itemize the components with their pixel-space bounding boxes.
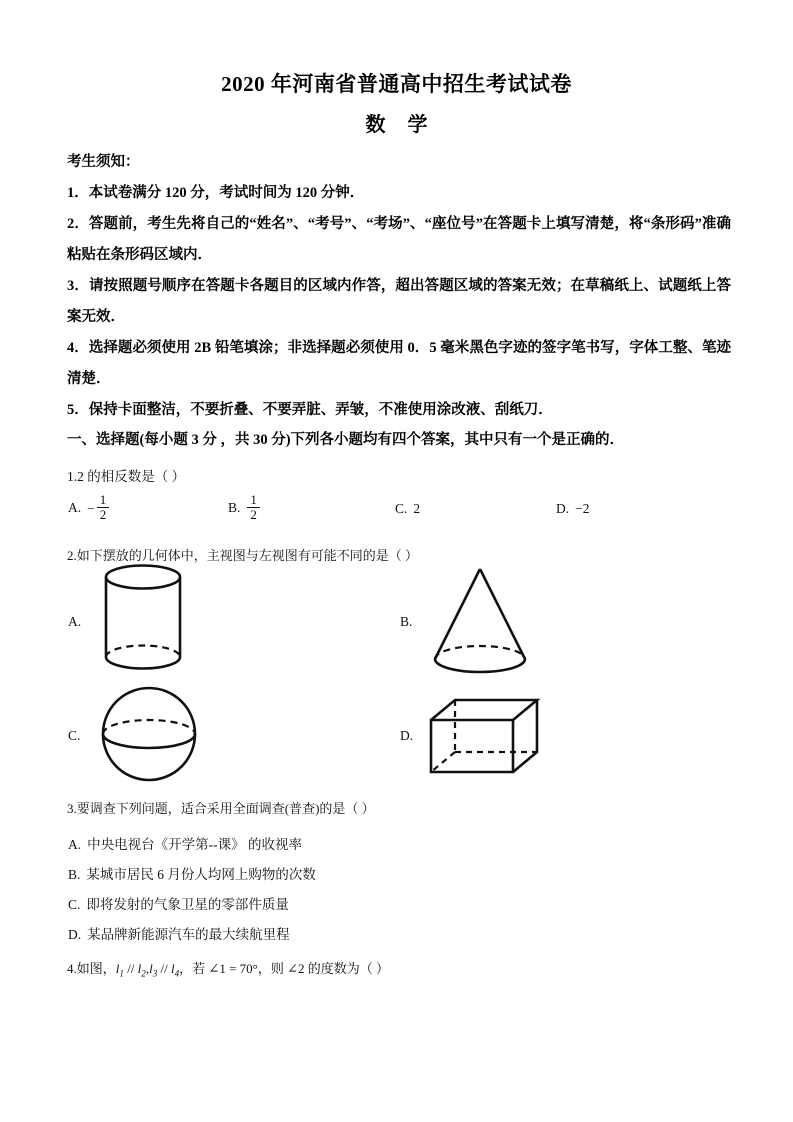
cone-figure [425, 565, 535, 677]
question-4-stem-prefix: 4.如图， [67, 961, 116, 976]
line-l4-subscript: 4 [174, 968, 180, 979]
option-value-d: −2 [575, 501, 590, 516]
subject-title [0, 108, 793, 137]
section-heading: 一、选择题(每小题 3 分 ，共 30 分)下列各小题均有四个答案，其中只有一个是正确的． [67, 432, 625, 448]
notice-list [67, 178, 731, 426]
option-label-a: A. [68, 837, 82, 852]
option-label-b: B. [228, 499, 241, 515]
fraction-numerator: 1 [99, 492, 107, 507]
question-2-option-c-label: C. [68, 728, 81, 743]
cylinder-figure [98, 565, 188, 677]
option-label-a: A. [68, 499, 82, 515]
line-l1-letter: l [115, 961, 120, 976]
option-label-d: D. [556, 501, 570, 516]
notice-item-3: 3．请按照题号顺序在答题卡各题目的区域内作答，超出答题区域的答案无效；在草稿纸上、试题纸上答案无效． [67, 278, 731, 325]
line-l2-subscript: 2 [141, 968, 146, 979]
parallel-separator-2: // [157, 961, 171, 976]
minus-sign: − [87, 500, 95, 516]
fraction-denominator: 2 [97, 507, 110, 522]
question-2-option-d-label: D. [400, 728, 414, 743]
notice-heading: 考生须知： [67, 154, 140, 170]
fraction-one-half [247, 493, 260, 522]
option-text-d: 某品牌新能源汽车的最大续航里程 [87, 927, 290, 942]
question-3-option-c[interactable] [68, 893, 289, 913]
sphere-figure [98, 684, 202, 788]
notice-item-1: 1．本试卷满分 120 分，考试时间为 120 分钟． [67, 185, 365, 201]
question-1-option-a[interactable] [68, 494, 110, 523]
fraction-numerator: 1 [250, 492, 257, 507]
question-1-option-b[interactable] [228, 494, 261, 523]
option-text-b: 某城市居民 6 月份人均网上购物的次数 [86, 867, 316, 882]
subject-char-right: 学 [407, 114, 428, 136]
question-1-stem: 1.2 的相反数是（ ） [67, 469, 186, 484]
question-1-option-d[interactable] [556, 501, 590, 517]
line-l4 [171, 961, 180, 979]
question-3-option-b[interactable] [68, 863, 316, 883]
option-label-c: C. [68, 897, 81, 912]
question-3-option-a[interactable] [68, 833, 302, 853]
question-3-option-d[interactable] [68, 923, 290, 943]
parallel-separator-1: // [123, 961, 138, 976]
line-l1 [115, 961, 124, 979]
line-l1-subscript: 1 [119, 968, 124, 979]
question-2-stem: 2.如下摆放的几何体中，主视图与左视图有可能不同的是（ ） [67, 548, 419, 563]
subject-char-left: 数 [365, 114, 386, 136]
math-comma: , [145, 961, 150, 976]
option-label-c: C. [395, 501, 408, 516]
question-3-stem: 3.要调查下列问题，适合采用全面调查(普查)的是（ ） [67, 801, 375, 816]
notice-item-2: 2．答题前，考生先将自己的“姓名”、“考号”、“考场”、“座位号”在答题卡上填写清楚，将“条形码”准确粘贴在条形码区域内． [67, 216, 731, 263]
question-2-option-b-label: B. [400, 614, 413, 629]
line-l2-letter: l [137, 961, 142, 976]
option-text-a: 中央电视台《开学第--课》 的收视率 [87, 837, 302, 852]
notice-item-5: 5．保持卡面整洁，不要折叠、不要弄脏、弄皱，不准使用涂改液、刮纸刀． [67, 402, 553, 418]
option-text-c: 即将发射的气象卫星的零部件质量 [86, 897, 289, 912]
cuboid-figure [425, 694, 555, 780]
notice-item-4: 4．选择题必须使用 2B 铅笔填涂；非选择题必须使用 0．5 毫米黑色字迹的签字笔书写，字体工整、笔迹清楚． [67, 340, 731, 387]
line-l4-letter: l [171, 961, 175, 976]
question-4-stem [67, 958, 389, 979]
option-label-d: D. [68, 927, 82, 942]
question-1-option-c[interactable] [395, 501, 420, 517]
line-l2 [137, 961, 146, 979]
option-label-b: B. [68, 867, 81, 882]
page-title: 2020 年河南省普通高中招生考试试卷 [221, 72, 572, 96]
question-2-option-a-label: A. [68, 614, 82, 629]
option-value-c: 2 [413, 501, 421, 516]
line-l3-subscript: 3 [152, 968, 158, 979]
fraction-denominator: 2 [247, 507, 260, 522]
line-l3-letter: l [149, 961, 153, 976]
fraction-one-half [97, 493, 110, 522]
question-4-stem-rest: ，若 ∠1 = 70°，则 ∠2 的度数为（ ） [179, 961, 389, 976]
